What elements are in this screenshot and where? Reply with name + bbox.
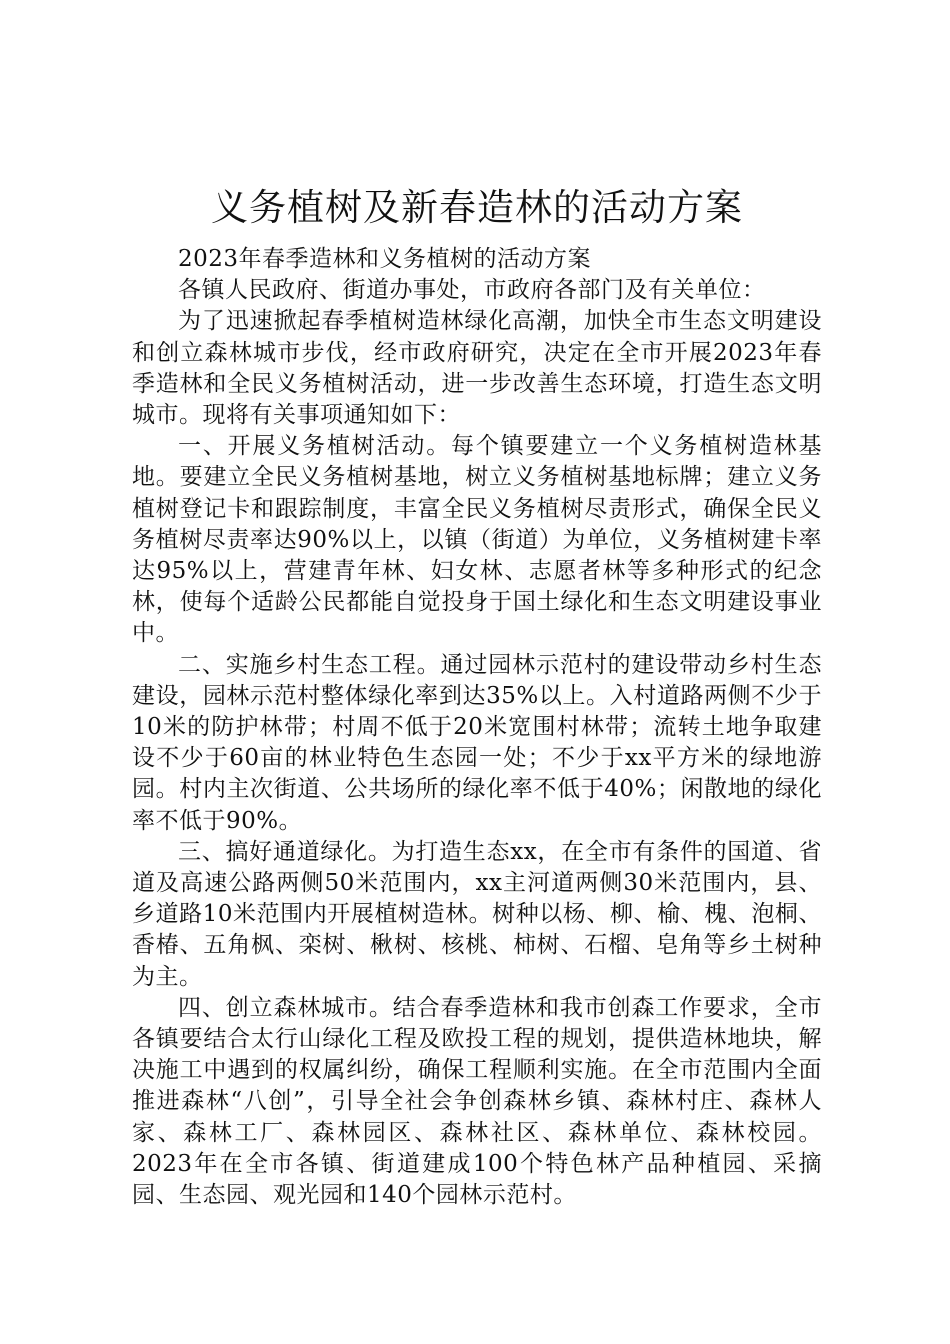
intro-paragraph: 为了迅速掀起春季植树造林绿化高潮，加快全市生态文明建设和创立森林城市步伐，经市政府研究，决定在全市开展2023年春季造林和全民义务植树活动，进一步改善生态环境，打造生态文明城市。现将有关事项通知如下：: [132, 308, 822, 429]
document-page: [132, 178, 822, 1211]
document-subtitle: 2023年春季造林和义务植树的活动方案: [178, 246, 592, 272]
section-3-paragraph: 三、搞好通道绿化。为打造生态xx，在全市有条件的国道、省道及高速公路两侧50米范围内，xx主河道两侧30米范围内，县、乡道路10米范围内开展植树造林。树种以杨、柳、榆、槐、泡桐、香椿、五角枫、栾树、楸树、核桃、柿树、石榴、皂角等乡土树种为主。: [132, 838, 822, 990]
section-1-paragraph: 一、开展义务植树活动。每个镇要建立一个义务植树造林基地。要建立全民义务植树基地，树立义务植树基地标牌；建立义务植树登记卡和跟踪制度，丰富全民义务植树尽责形式，确保全民义务植树尽责率达90%以上，以镇（街道）为单位，义务植树建卡率达95%以上，营建青年林、妇女林、志愿者林等多种形式的纪念林，使每个适龄公民都能自觉投身于国土绿化和生态文明建设事业中。: [132, 433, 822, 647]
document-title: 义务植树及新春造林的活动方案: [211, 186, 743, 229]
section-2-paragraph: 二、实施乡村生态工程。通过园林示范村的建设带动乡村生态建设，园林示范村整体绿化率到达35%以上。入村道路两侧不少于10米的防护林带；村周不低于20米宽围村林带；流转土地争取建设不少于60亩的林业特色生态园一处；不少于xx平方米的绿地游园。村内主次街道、公共场所的绿化率不低于40%；闲散地的绿化率不低于90%。: [132, 651, 822, 834]
document-salutation: 各镇人民政府、街道办事处，市政府各部门及有关单位：: [178, 277, 766, 304]
section-4-paragraph: 四、创立森林城市。结合春季造林和我市创森工作要求，全市各镇要结合太行山绿化工程及欧投工程的规划，提供造林地块，解决施工中遇到的权属纠纷，确保工程顺利实施。在全市范围内全面推进森林“八创”，引导全社会争创森林乡镇、森林村庄、森林人家、森林工厂、森林园区、森林社区、森林单位、森林校园。2023年在全市各镇、街道建成100个特色林产品种植园、采摘园、生态园、观光园和140个园林示范村。: [132, 994, 822, 1209]
